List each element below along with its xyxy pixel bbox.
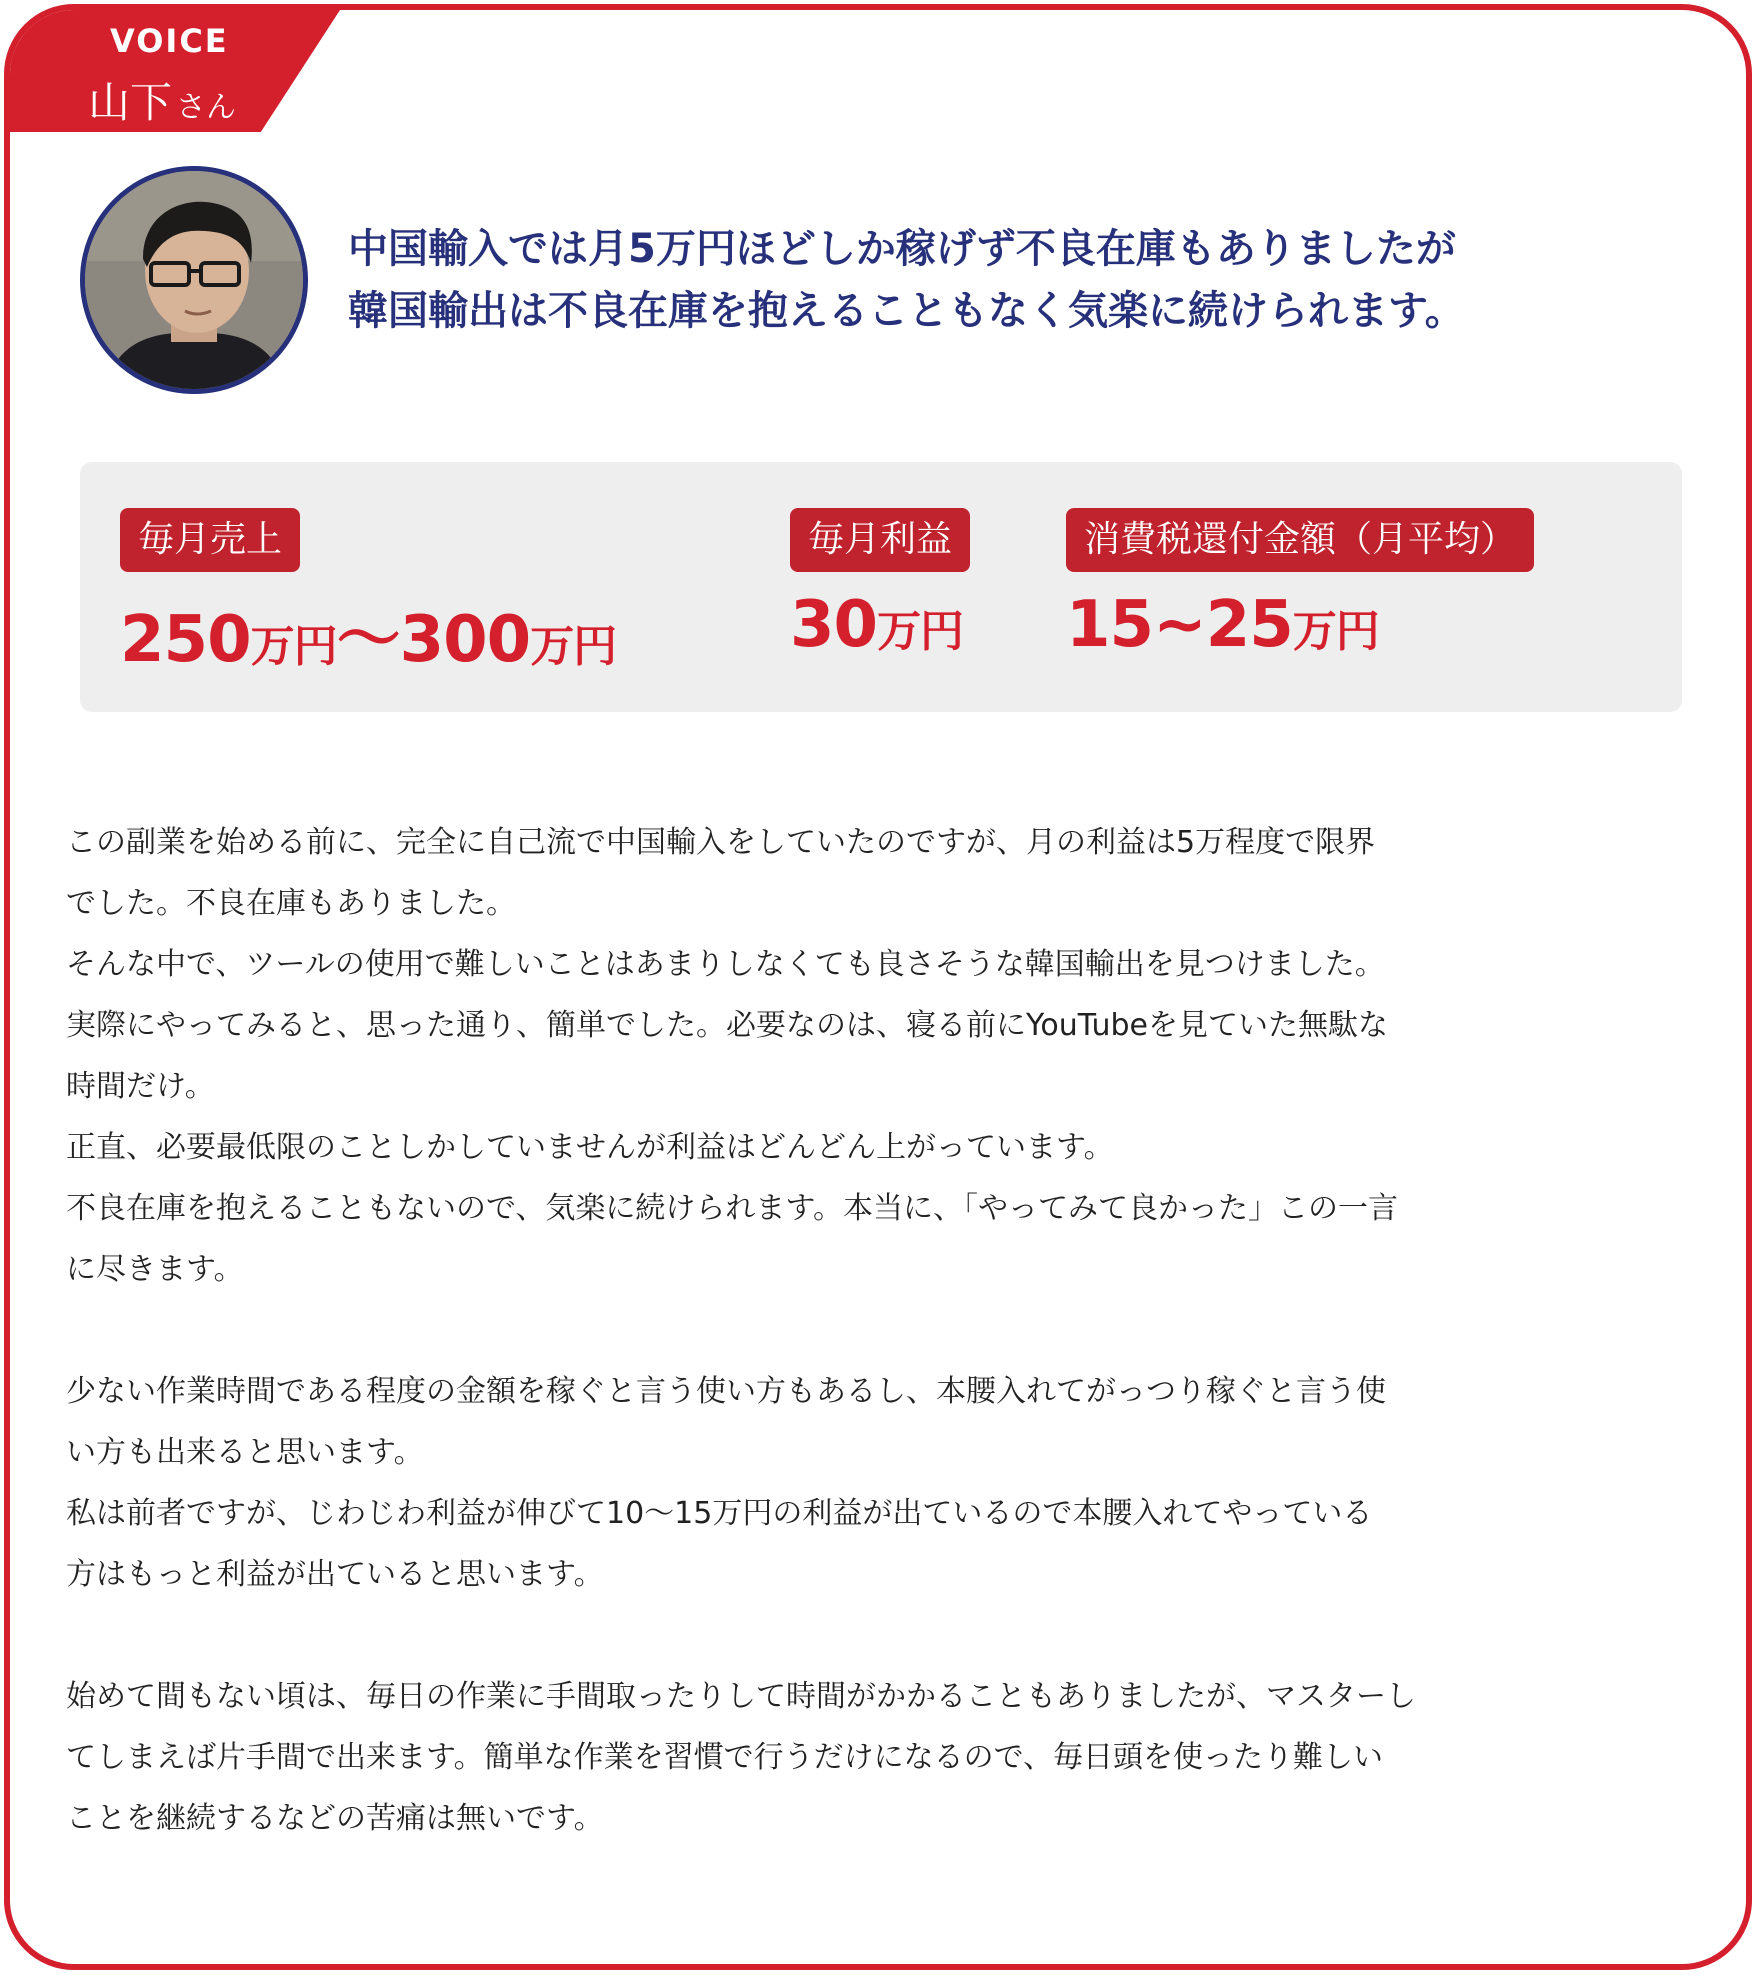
avatar-photo	[85, 171, 303, 389]
stats-panel	[80, 462, 1682, 712]
testimonial-body	[66, 812, 1716, 1849]
stat-label-tax-refund: 消費税還付金額（月平均）	[1066, 508, 1534, 572]
body-line: 私は前者ですが、じわじわ利益が伸びて10〜15万円の利益が出ているので本腰入れてやっている	[66, 1496, 1373, 1531]
stat-monthly-profit	[790, 508, 970, 662]
headline	[348, 218, 1728, 342]
body-line: ことを継続するなどの苦痛は無いです。	[66, 1801, 604, 1836]
stat-value-unit: 万円	[250, 621, 337, 672]
customer-name-suffix: さん	[176, 90, 237, 125]
stat-value-unit: 万円	[877, 606, 964, 657]
stat-monthly-sales	[120, 508, 616, 680]
customer-name-text: 山下	[88, 78, 173, 127]
body-line	[66, 1300, 1716, 1361]
body-line: 正直、必要最低限のことしかしていませんが利益はどんどん上がっています。	[66, 1130, 1114, 1165]
body-line: 始めて間もない頃は、毎日の作業に手間取ったりして時間がかかることもありましたが、マスターし	[66, 1679, 1416, 1714]
body-line: に尽きます。	[66, 1252, 244, 1287]
body-line: この副業を始める前に、完全に自己流で中国輸入をしていたのですが、月の利益は5万程度で限界	[66, 825, 1376, 860]
body-line: そんな中で、ツールの使用で難しいことはあまりしなくても良さそうな韓国輸出を見つけました。	[66, 947, 1385, 982]
body-line: い方も出来ると思います。	[66, 1435, 424, 1470]
body-line: 少ない作業時間である程度の金額を稼ぐと言う使い方もあるし、本腰入れてがっつり稼ぐと言う使	[66, 1374, 1386, 1409]
avatar	[80, 166, 308, 394]
stat-value-monthly-sales	[120, 588, 616, 680]
stat-value-num: 30	[790, 588, 878, 662]
stat-value-monthly-profit	[790, 588, 970, 662]
headline-line-1: 中国輸入では月5万円ほどしか稼げず不良在庫もありましたが	[348, 226, 1456, 272]
stat-value-unit-2: 万円	[530, 621, 617, 672]
body-line: 不良在庫を抱えることもないので、気楽に続けられます。本当に、「やってみて良かった」この一言	[66, 1191, 1398, 1226]
body-line: 実際にやってみると、思った通り、簡単でした。必要なのは、寝る前にYouTubeを見ていた無駄な	[66, 1008, 1388, 1043]
stat-label-monthly-profit: 毎月利益	[790, 508, 970, 572]
body-line	[66, 1605, 1716, 1666]
body-line: てしまえば片手間で出来ます。簡単な作業を習慣で行うだけになるので、毎日頭を使ったり難しい	[66, 1740, 1383, 1775]
stat-tax-refund	[1066, 508, 1534, 662]
stat-value-num: 250	[120, 603, 251, 677]
body-line: 時間だけ。	[66, 1069, 215, 1104]
stat-value-unit: 万円	[1292, 606, 1379, 657]
customer-name	[88, 70, 236, 130]
body-line: 方はもっと利益が出ていると思います。	[66, 1557, 604, 1592]
voice-label: VOICE	[110, 22, 229, 60]
stat-value-sep: 〜	[336, 603, 400, 677]
stat-value-num: 15~25	[1066, 588, 1293, 662]
stat-label-monthly-sales: 毎月売上	[120, 508, 300, 572]
body-line: でした。不良在庫もありました。	[66, 886, 516, 921]
stat-value-num-2: 300	[399, 603, 531, 677]
stat-value-tax-refund	[1066, 588, 1534, 662]
headline-line-2: 韓国輸出は不良在庫を抱えることもなく気楽に続けられます。	[348, 288, 1465, 334]
